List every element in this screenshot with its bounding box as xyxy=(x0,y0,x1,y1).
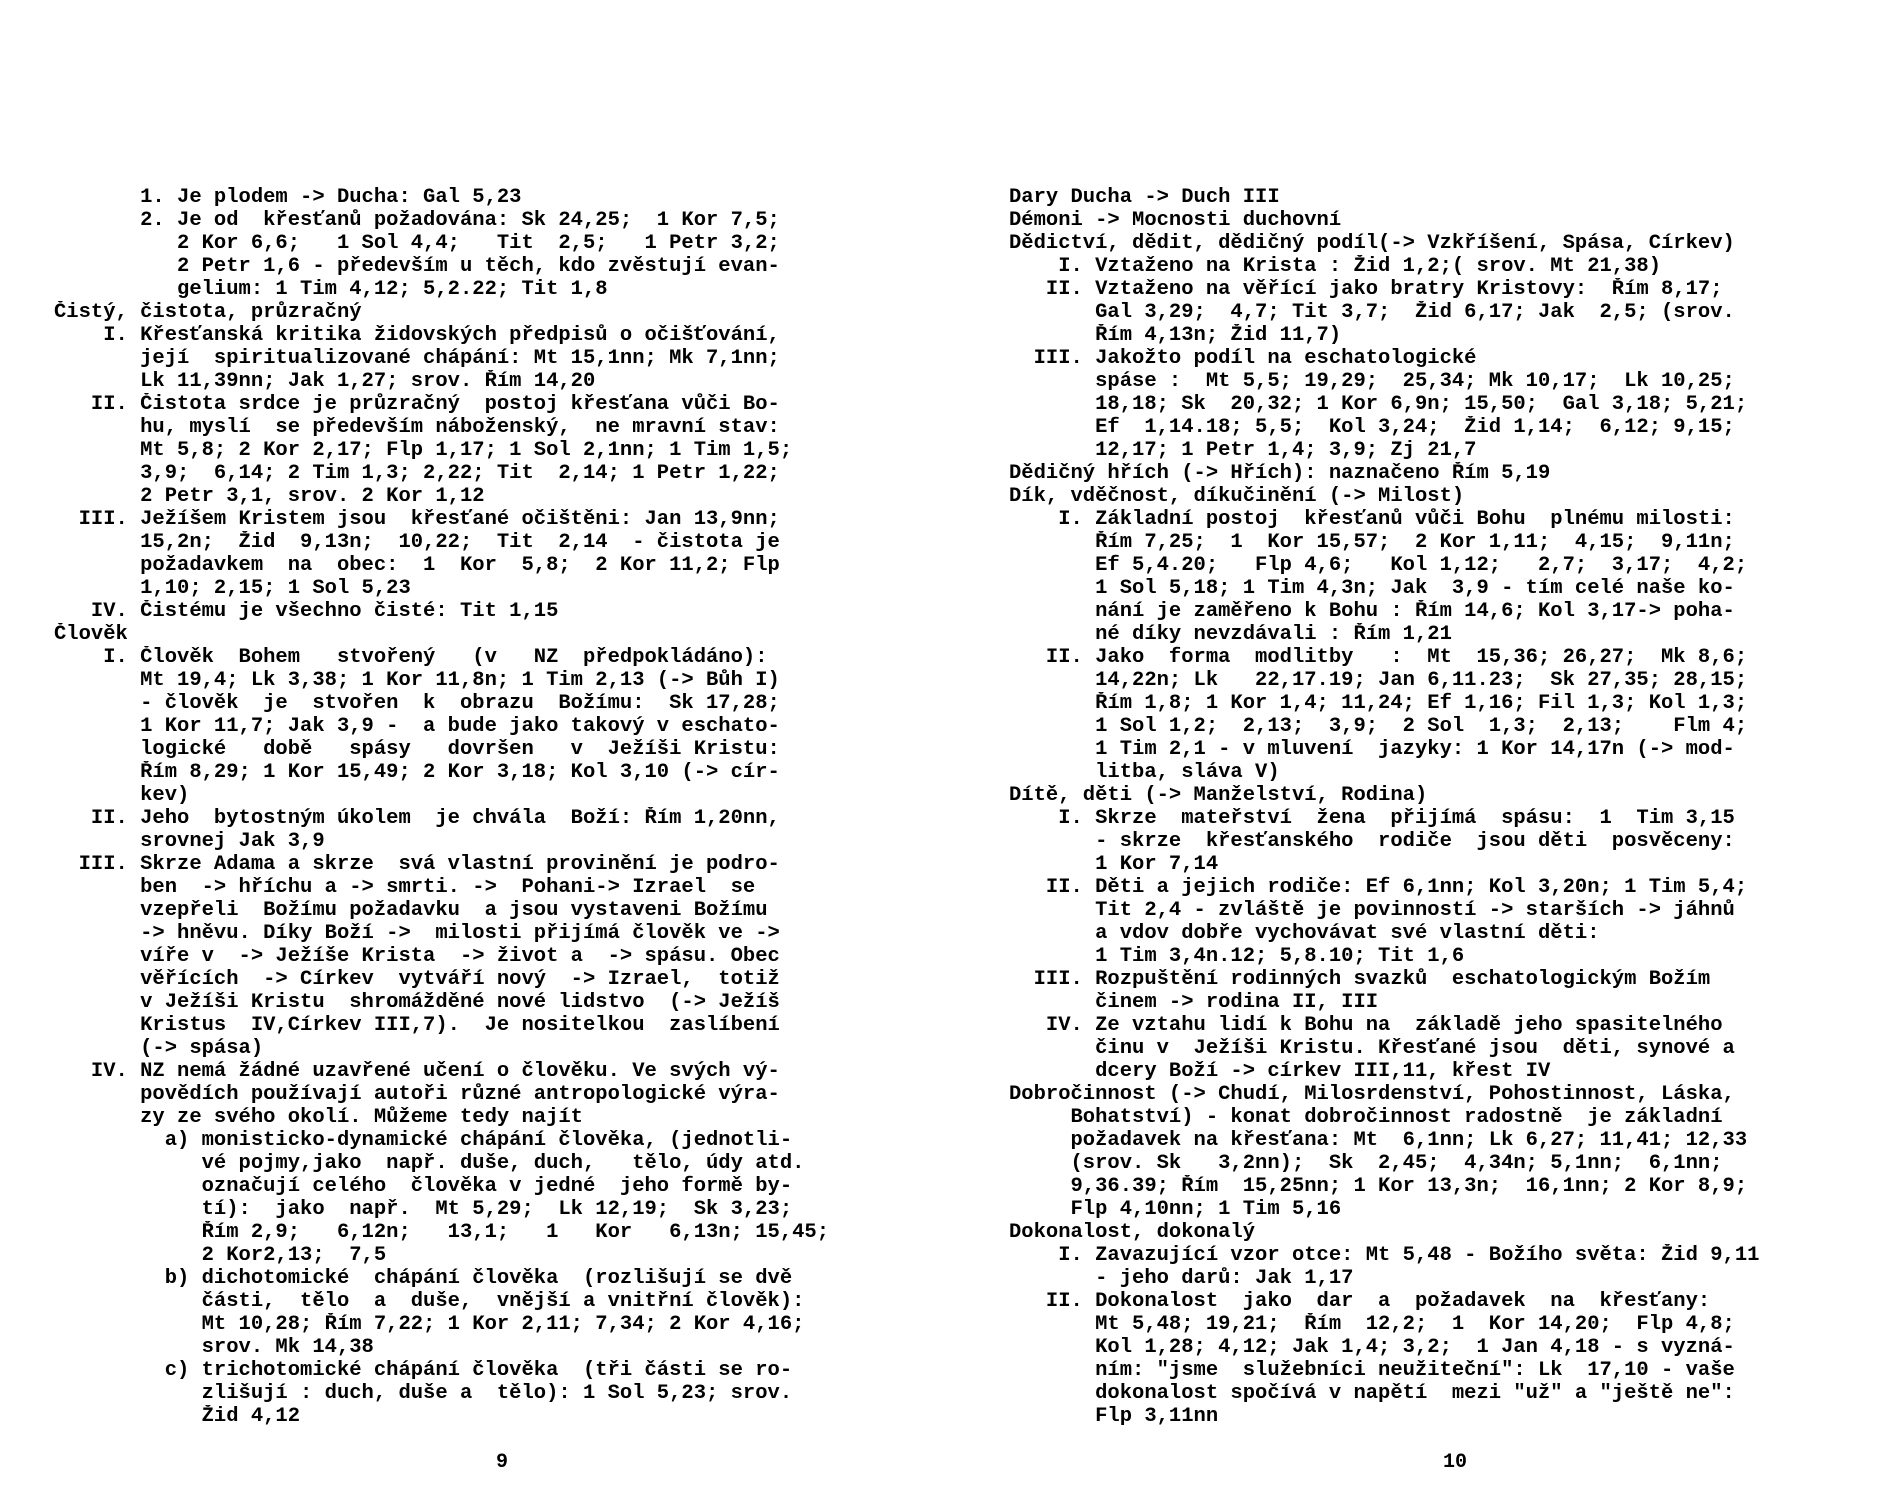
text-line: Kol 1,28; 4,12; Jak 1,4; 3,2; 1 Jan 4,18 - s vyzná- xyxy=(1009,1336,1735,1359)
text-line: tí): jako např. Mt 5,29; Lk 12,19; Sk 3,23; xyxy=(54,1198,793,1221)
right-page-text xyxy=(1009,186,1879,1428)
text-line: III. Ježíšem Kristem jsou křesťané očištěni: Jan 13,9nn; xyxy=(54,508,780,531)
text-line: II. Děti a jejich rodiče: Ef 6,1nn; Kol 3,20n; 1 Tim 5,4; xyxy=(1009,876,1748,899)
text-line: zy ze svého okolí. Můžeme tedy najít xyxy=(54,1106,583,1129)
text-line: 1,10; 2,15; 1 Sol 5,23 xyxy=(54,577,411,600)
text-line: III. Jakožto podíl na eschatologické xyxy=(1009,347,1477,370)
text-line: (-> spása) xyxy=(54,1037,264,1060)
text-line: 1. Je plodem -> Ducha: Gal 5,23 xyxy=(54,186,522,209)
text-line: Dítě, děti (-> Manželství, Rodina) xyxy=(1009,784,1428,807)
text-line: Gal 3,29; 4,7; Tit 3,7; Žid 6,17; Jak 2,5; (srov. xyxy=(1009,301,1735,324)
text-line: části, tělo a duše, vnější a vnitřní člověk): xyxy=(54,1290,805,1313)
text-line: Dokonalost, dokonalý xyxy=(1009,1221,1256,1244)
text-line: dokonalost spočívá v napětí mezi "už" a "ještě ne": xyxy=(1009,1382,1735,1405)
text-line: ním: "jsme služebníci neužiteční": Lk 17,10 - vaše xyxy=(1009,1359,1735,1382)
text-line: Řím 2,9; 6,12n; 13,1; 1 Kor 6,13n; 15,45; xyxy=(54,1221,830,1244)
text-line: Řím 4,13n; Žid 11,7) xyxy=(1009,324,1342,347)
text-line: Čistý, čistota, průzračný xyxy=(54,301,362,324)
text-line: né díky nevzdávali : Řím 1,21 xyxy=(1009,623,1452,646)
text-line: I. Skrze mateřství žena přijímá spásu: 1 Tim 3,15 xyxy=(1009,807,1735,830)
text-line: Mt 5,8; 2 Kor 2,17; Flp 1,17; 1 Sol 2,1nn; 1 Tim 1,5; xyxy=(54,439,793,462)
text-line: Mt 10,28; Řím 7,22; 1 Kor 2,11; 7,34; 2 Kor 4,16; xyxy=(54,1313,805,1336)
text-line: Démoni -> Mocnosti duchovní xyxy=(1009,209,1342,232)
text-line: víře v -> Ježíše Krista -> život a -> spásu. Obec xyxy=(54,945,780,968)
text-line: zlišují : duch, duše a tělo): 1 Sol 5,23; srov. xyxy=(54,1382,793,1405)
text-line: Žid 4,12 xyxy=(54,1405,301,1428)
text-line: a vdov dobře vychovávat své vlastní děti: xyxy=(1009,922,1600,945)
text-line: 14,22n; Lk 22,17.19; Jan 6,11.23; Sk 27,35; 28,15; xyxy=(1009,669,1748,692)
text-line: II. Čistota srdce je průzračný postoj křesťana vůči Bo- xyxy=(54,393,780,416)
text-line: nání je zaměřeno k Bohu : Řím 14,6; Kol 3,17-> poha- xyxy=(1009,600,1735,623)
text-line: Kristus IV,Církev III,7). Je nositelkou zaslíbení xyxy=(54,1014,780,1037)
text-line: činu v Ježíši Kristu. Křesťané jsou děti, synové a xyxy=(1009,1037,1735,1060)
text-line: III. Rozpuštění rodinných svazků eschatologickým Božím xyxy=(1009,968,1711,991)
text-line: ben -> hříchu a -> smrti. -> Pohani-> Izrael se xyxy=(54,876,756,899)
text-line: Mt 5,48; 19,21; Řím 12,2; 1 Kor 14,20; Flp 4,8; xyxy=(1009,1313,1735,1336)
text-line: I. Křesťanská kritika židovských předpisů o očišťování, xyxy=(54,324,780,347)
text-line: gelium: 1 Tim 4,12; 5,2.22; Tit 1,8 xyxy=(54,278,608,301)
text-line: 2. Je od křesťanů požadována: Sk 24,25; 1 Kor 7,5; xyxy=(54,209,780,232)
text-line: 18,18; Sk 20,32; 1 Kor 6,9n; 15,50; Gal 3,18; 5,21; xyxy=(1009,393,1748,416)
text-line: srovnej Jak 3,9 xyxy=(54,830,325,853)
text-line: Člověk xyxy=(54,623,128,646)
text-line: 9,36.39; Řím 15,25nn; 1 Kor 13,3n; 16,1nn; 2 Kor 8,9; xyxy=(1009,1175,1748,1198)
text-line: označují celého člověka v jedné jeho formě by- xyxy=(54,1175,793,1198)
text-line: 1 Sol 5,18; 1 Tim 4,3n; Jak 3,9 - tím celé naše ko- xyxy=(1009,577,1735,600)
text-line: 1 Sol 1,2; 2,13; 3,9; 2 Sol 1,3; 2,13; Flm 4; xyxy=(1009,715,1748,738)
text-line: spáse : Mt 5,5; 19,29; 25,34; Mk 10,17; Lk 10,25; xyxy=(1009,370,1735,393)
text-line: Flp 4,10nn; 1 Tim 5,16 xyxy=(1009,1198,1342,1221)
text-line: dcery Boží -> církev III,11, křest IV xyxy=(1009,1060,1551,1083)
text-line: Dědičný hřích (-> Hřích): naznačeno Řím 5,19 xyxy=(1009,462,1551,485)
text-line: II. Jako forma modlitby : Mt 15,36; 26,27; Mk 8,6; xyxy=(1009,646,1748,669)
text-line: 1 Kor 11,7; Jak 3,9 - a bude jako takový v eschato- xyxy=(54,715,780,738)
text-line: Lk 11,39nn; Jak 1,27; srov. Řím 14,20 xyxy=(54,370,596,393)
text-line: Řím 8,29; 1 Kor 15,49; 2 Kor 3,18; Kol 3,10 (-> cír- xyxy=(54,761,780,784)
text-line: I. Vztaženo na Krista : Žid 1,2;( srov. Mt 21,38) xyxy=(1009,255,1662,278)
text-line: Dary Ducha -> Duch III xyxy=(1009,186,1280,209)
text-line: IV. NZ nemá žádné uzavřené učení o člověku. Ve svých vý- xyxy=(54,1060,780,1083)
text-line: -> hněvu. Díky Boží -> milosti přijímá člověk ve -> xyxy=(54,922,780,945)
left-page-number: 9 xyxy=(496,1451,509,1474)
text-line: II. Dokonalost jako dar a požadavek na křesťany: xyxy=(1009,1290,1711,1313)
text-line: 12,17; 1 Petr 1,4; 3,9; Zj 21,7 xyxy=(1009,439,1477,462)
text-line: - jeho darů: Jak 1,17 xyxy=(1009,1267,1354,1290)
text-line: III. Skrze Adama a skrze svá vlastní provinění je podro- xyxy=(54,853,780,876)
text-line: - člověk je stvořen k obrazu Božímu: Sk 17,28; xyxy=(54,692,780,715)
left-page-text xyxy=(54,186,914,1428)
text-line: 2 Petr 1,6 - především u těch, kdo zvěstují evan- xyxy=(54,255,780,278)
text-line: hu, myslí se především náboženský, ne mravní stav: xyxy=(54,416,780,439)
text-line: Ef 1,14.18; 5,5; Kol 3,24; Žid 1,14; 6,12; 9,15; xyxy=(1009,416,1735,439)
text-line: litba, sláva V) xyxy=(1009,761,1280,784)
text-line: I. Základní postoj křesťanů vůči Bohu plnému milosti: xyxy=(1009,508,1735,531)
text-line: Bohatství) - konat dobročinnost radostně je základní xyxy=(1009,1106,1723,1129)
text-line: IV. Ze vztahu lidí k Bohu na základě jeho spasitelného xyxy=(1009,1014,1723,1037)
text-line: logické době spásy dovršen v Ježíši Kristu: xyxy=(54,738,780,761)
text-line: Mt 19,4; Lk 3,38; 1 Kor 11,8n; 1 Tim 2,13 (-> Bůh I) xyxy=(54,669,780,692)
text-line: Řím 1,8; 1 Kor 1,4; 11,24; Ef 1,16; Fil 1,3; Kol 1,3; xyxy=(1009,692,1748,715)
text-line: - skrze křesťanského rodiče jsou děti posvěceny: xyxy=(1009,830,1735,853)
text-line: Řím 7,25; 1 Kor 15,57; 2 Kor 1,11; 4,15; 9,11n; xyxy=(1009,531,1735,554)
text-line: 1 Tim 2,1 - v mluvení jazyky: 1 Kor 14,17n (-> mod- xyxy=(1009,738,1735,761)
text-line: Dík, vděčnost, díkučinění (-> Milost) xyxy=(1009,485,1465,508)
text-line: 2 Kor 6,6; 1 Sol 4,4; Tit 2,5; 1 Petr 3,2; xyxy=(54,232,780,255)
text-line: Flp 3,11nn xyxy=(1009,1405,1219,1428)
text-line: b) dichotomické chápání člověka (rozlišují se dvě xyxy=(54,1267,793,1290)
text-line: II. Jeho bytostným úkolem je chvála Boží: Řím 1,20nn, xyxy=(54,807,780,830)
text-line: Dědictví, dědit, dědičný podíl(-> Vzkříšení, Spása, Církev) xyxy=(1009,232,1735,255)
text-line: požadavkem na obec: 1 Kor 5,8; 2 Kor 11,2; Flp xyxy=(54,554,780,577)
text-line: věřících -> Církev vytváří nový -> Izrael, totiž xyxy=(54,968,780,991)
text-line: požadavek na křesťana: Mt 6,1nn; Lk 6,27; 11,41; 12,33 xyxy=(1009,1129,1748,1152)
text-line: Tit 2,4 - zvláště je povinností -> starších -> jáhnů xyxy=(1009,899,1735,922)
text-line: c) trichotomické chápání člověka (tři části se ro- xyxy=(54,1359,793,1382)
text-line: I. Člověk Bohem stvořený (v NZ předpokládáno): xyxy=(54,646,768,669)
text-line: a) monisticko-dynamické chápání člověka, (jednotli- xyxy=(54,1129,793,1152)
right-page-number: 10 xyxy=(1443,1451,1468,1474)
text-line: Ef 5,4.20; Flp 4,6; Kol 1,12; 2,7; 3,17; 4,2; xyxy=(1009,554,1748,577)
text-line: Dobročinnost (-> Chudí, Milosrdenství, Pohostinnost, Láska, xyxy=(1009,1083,1735,1106)
text-line: II. Vztaženo na věřící jako bratry Kristovy: Řím 8,17; xyxy=(1009,278,1723,301)
text-line: vé pojmy,jako např. duše, duch, tělo, údy atd. xyxy=(54,1152,805,1175)
text-line: 3,9; 6,14; 2 Tim 1,3; 2,22; Tit 2,14; 1 Petr 1,22; xyxy=(54,462,780,485)
text-line: její spiritualizované chápání: Mt 15,1nn; Mk 7,1nn; xyxy=(54,347,780,370)
text-line: 1 Kor 7,14 xyxy=(1009,853,1219,876)
text-line: IV. Čistému je všechno čisté: Tit 1,15 xyxy=(54,600,559,623)
text-line: srov. Mk 14,38 xyxy=(54,1336,374,1359)
text-line: v Ježíši Kristu shromážděné nové lidstvo (-> Ježíš xyxy=(54,991,780,1014)
text-line: kev) xyxy=(54,784,190,807)
text-line: 1 Tim 3,4n.12; 5,8.10; Tit 1,6 xyxy=(1009,945,1465,968)
text-line: I. Zavazující vzor otce: Mt 5,48 - Božího světa: Žid 9,11 xyxy=(1009,1244,1760,1267)
text-line: 15,2n; Žid 9,13n; 10,22; Tit 2,14 - čistota je xyxy=(54,531,780,554)
text-line: povědích používají autoři různé antropologické výra- xyxy=(54,1083,780,1106)
text-line: 2 Kor2,13; 7,5 xyxy=(54,1244,387,1267)
text-line: 2 Petr 3,1, srov. 2 Kor 1,12 xyxy=(54,485,485,508)
text-line: vzepřeli Božímu požadavku a jsou vystaveni Božímu xyxy=(54,899,768,922)
text-line: (srov. Sk 3,2nn); Sk 2,45; 4,34n; 5,1nn; 6,1nn; xyxy=(1009,1152,1723,1175)
text-line: činem -> rodina II, III xyxy=(1009,991,1379,1014)
